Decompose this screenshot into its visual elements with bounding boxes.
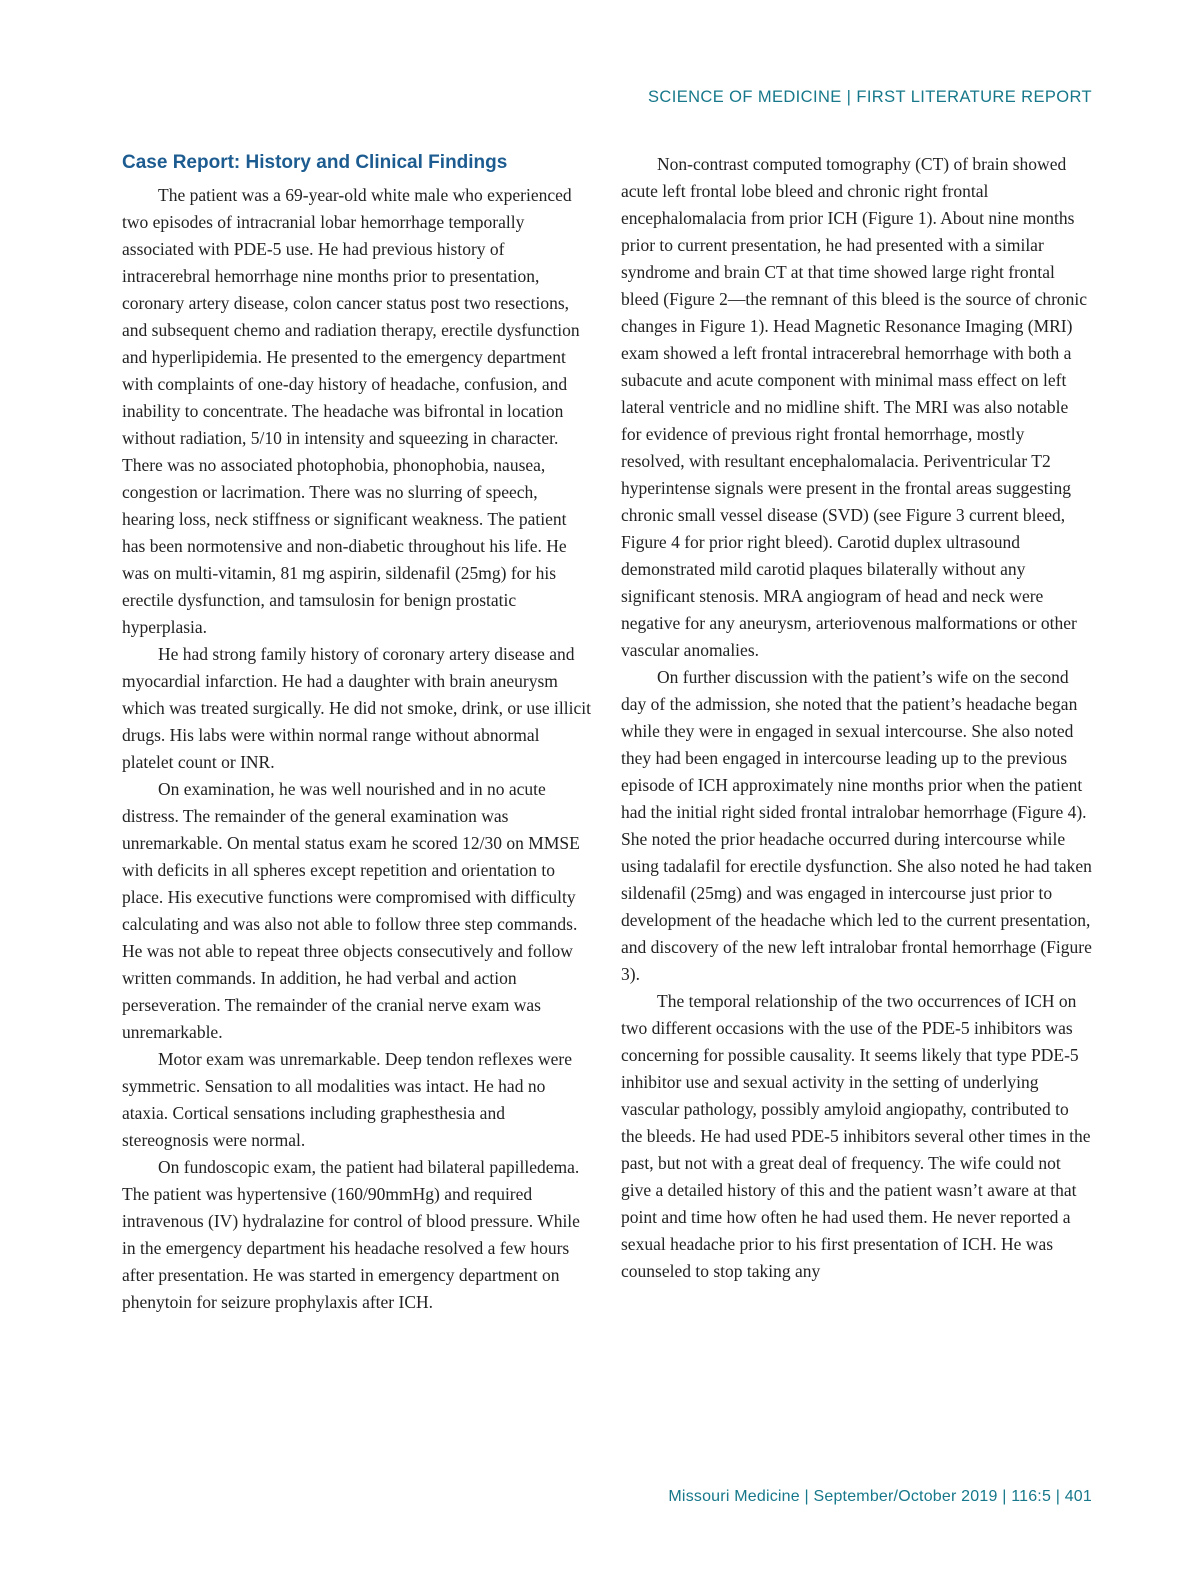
section-heading: Case Report: History and Clinical Findings <box>122 152 508 173</box>
running-head <box>122 88 1092 107</box>
paragraph-patient-history: The patient was a 69-year-old white male who experienced two episodes of intracranial lobar hemorrhage temporally associated with PDE-5 use. He had previous history of intracerebral hemorrhage nine months prior to presentation, coronary artery disease, colon cancer status post two resections, and subsequent chemo and radiation therapy, erectile dysfunction and hyperlipidemia. He presented to the emergency department with complaints of one-day history of headache, confusion, and inability to concentrate. The headache was bifrontal in location without radiation, 5/10 in intensity and squeezing in character. There was no associated photophobia, phonophobia, nausea, congestion or lacrimation. There was no slurring of speech, hearing loss, neck stiffness or significant weakness. The patient has been normotensive and non-diabetic throughout his life. He was on multi-vitamin, 81 mg aspirin, sildenafil (25mg) for his erectile dysfunction, and tamsulosin for benign prostatic hyperplasia. <box>122 185 580 637</box>
right-column <box>621 151 1092 1316</box>
left-column <box>122 151 593 1316</box>
paragraph-temporal-relationship: The temporal relationship of the two occurrences of ICH on two different occasions with the use of the PDE-5 inhibitors was concerning for possible causality. It seems likely that type PDE-5 inhibitor use and sexual activity in the setting of underlying vascular pathology, possibly amyloid angiopathy, contributed to the bleeds. He had used PDE-5 inhibitors several other times in the past, but not with a great deal of frequency. The wife could not give a detailed history of this and the patient wasn’t aware at that point and time how often he had used them. He never reported a sexual headache prior to his first presentation of ICH. He was counseled to stop taking any <box>621 991 1091 1281</box>
footer-text: Missouri Medicine | September/October 2019 | 116:5 | 401 <box>668 1488 1092 1505</box>
paragraph-imaging-findings: Non-contrast computed tomography (CT) of brain showed acute left frontal lobe bleed and chronic right frontal encephalomalacia from prior ICH (Figure 1). About nine months prior to current presentation, he had presented with a similar syndrome and brain CT at that time showed large right frontal bleed (Figure 2—the remnant of this bleed is the source of chronic changes in Figure 1). Head Magnetic Resonance Imaging (MRI) exam showed a left frontal intracerebral hemorrhage with both a subacute and acute component with minimal mass effect on left lateral ventricle and no midline shift. The MRI was also notable for evidence of previous right frontal hemorrhage, mostly resolved, with resultant encephalomalacia. Periventricular T2 hyperintense signals were present in the frontal areas suggesting chronic small vessel disease (SVD) (see Figure 3 current bleed, Figure 4 for prior right bleed). Carotid duplex ultrasound demonstrated mild carotid plaques bilaterally without any significant stenosis. MRA angiogram of head and neck were negative for any aneurysm, arteriovenous malformations or other vascular anomalies. <box>621 154 1088 660</box>
paragraph-fundoscopic-exam: On fundoscopic exam, the patient had bilateral papilledema. The patient was hypertensive (160/90mmHg) and required intravenous (IV) hydralazine for control of blood pressure. While in the emergency department his headache resolved a few hours after presentation. He was started in emergency department on phenytoin for seizure prophylaxis after ICH. <box>122 1157 580 1312</box>
paragraph-wife-discussion: On further discussion with the patient’s wife on the second day of the admission, she noted that the patient’s headache began while they were in engaged in sexual intercourse. She also noted they had been engaged in intercourse leading up to the previous episode of ICH approximately nine months prior when the patient had the initial right sided frontal intralobar hemorrhage (Figure 4). She noted the prior headache occurred during intercourse while using tadalafil for erectile dysfunction. She also noted he had taken sildenafil (25mg) and was engaged in intercourse just prior to development of the headache which led to the current presentation, and discovery of the new left intralobar frontal hemorrhage (Figure 3). <box>621 667 1092 984</box>
page-footer <box>668 1488 1092 1506</box>
running-head-text: SCIENCE OF MEDICINE | FIRST LITERATURE REPORT <box>647 88 1092 106</box>
paragraph-motor-exam: Motor exam was unremarkable. Deep tendon reflexes were symmetric. Sensation to all modalities was intact. He had no ataxia. Cortical sensations including graphesthesia and stereognosis were normal. <box>122 1049 572 1150</box>
article-body <box>122 151 1092 1316</box>
paragraph-family-history: He had strong family history of coronary artery disease and myocardial infarction. He had a daughter with brain aneurysm which was treated surgically. He did not smoke, drink, or use illicit drugs. His labs were within normal range without abnormal platelet count or INR. <box>122 644 591 772</box>
paragraph-examination: On examination, he was well nourished and in no acute distress. The remainder of the general examination was unremarkable. On mental status exam he scored 12/30 on MMSE with deficits in all spheres except repetition and orientation to place. His executive functions were compromised with difficulty calculating and was also not able to follow three step commands. He was not able to repeat three objects consecutively and follow written commands. In addition, he had verbal and action perseveration. The remainder of the cranial nerve exam was unremarkable. <box>122 779 580 1042</box>
